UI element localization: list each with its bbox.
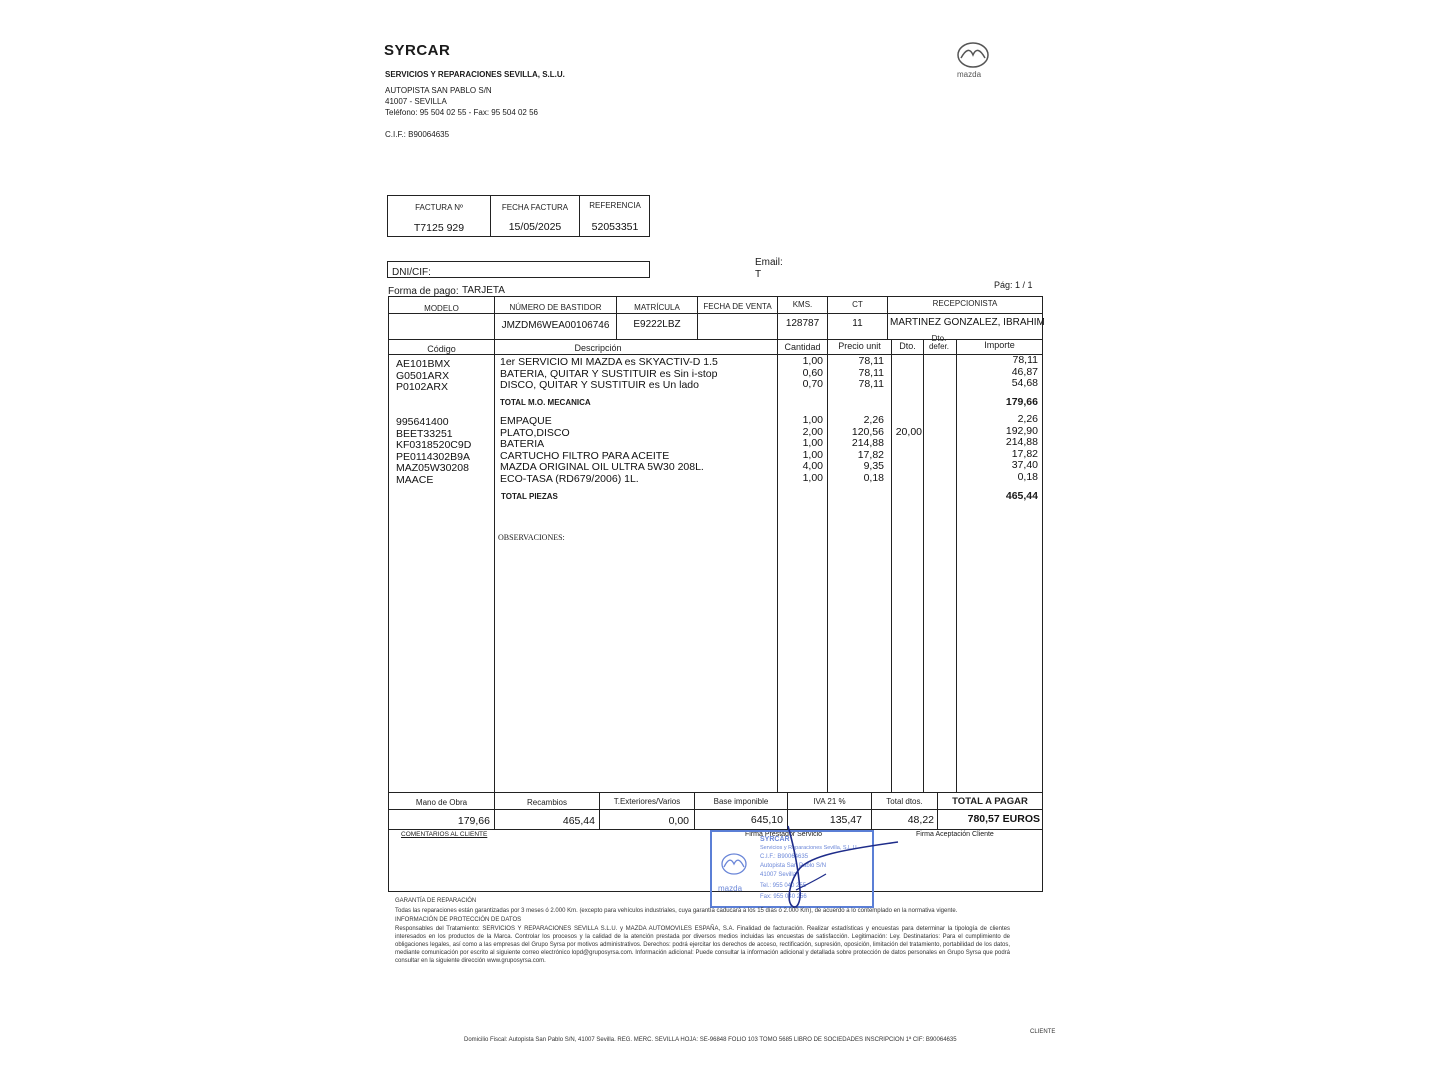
signature-handwritten bbox=[740, 820, 910, 915]
garantia-title: GARANTÍA DE REPARACIÓN bbox=[395, 898, 477, 904]
comentarios-label: COMENTARIOS AL CLIENTE bbox=[401, 831, 488, 838]
totals-iva-value: 135,47 bbox=[829, 814, 862, 826]
vehicle-matricula: E9222LBZ bbox=[633, 319, 681, 330]
labor-descriptions: 1er SERVICIO MI MAZDA es SKYACTIV-D 1.5 BATERIA, QUITAR Y SUSTITUIR es Sin i-stop DISCO, QUITAR Y SUSTITUIR es Un lado bbox=[500, 356, 718, 391]
company-name: SYRCAR bbox=[384, 42, 451, 59]
totals-recambios-label: Recambios bbox=[526, 798, 567, 807]
totals-mano-obra-label: Mano de Obra bbox=[415, 798, 468, 807]
parts-total-value: 465,44 bbox=[1005, 490, 1038, 502]
stamp-brand: mazda bbox=[718, 884, 743, 893]
labor-codes: AE101BMX G0501ARX P0102ARX bbox=[396, 358, 451, 393]
page-number: Pág: 1 / 1 bbox=[994, 280, 1033, 290]
stamp-line6: Tel.: 955 040 255 bbox=[760, 883, 807, 889]
items-header-dto: Dto. bbox=[899, 341, 916, 351]
cliente-label: CLIENTE bbox=[1030, 1029, 1056, 1035]
company-legal-name: SERVICIOS Y REPARACIONES SEVILLA, S.L.U. bbox=[385, 70, 565, 79]
totals-recambios-value: 465,44 bbox=[562, 815, 595, 827]
vehicle-bastidor: JMZDM6WEA00106746 bbox=[501, 320, 610, 331]
dni-label: DNI/CIF: bbox=[392, 267, 431, 278]
stamp-line2: Servicios y Reparaciones Sevilla, S.L.U. bbox=[760, 845, 859, 851]
parts-total-label: TOTAL PIEZAS bbox=[501, 492, 558, 501]
vehicle-kms: 128787 bbox=[785, 318, 820, 329]
vehicle-header-matricula: MATRÍCULA bbox=[634, 303, 680, 312]
vehicle-header-ct: CT bbox=[852, 300, 863, 309]
parts-prices: 2,26 120,56 214,88 17,82 9,35 0,18 bbox=[851, 414, 884, 484]
referencia-value: 52053351 bbox=[591, 221, 639, 233]
totals-base-label: Base imponible bbox=[713, 797, 769, 806]
stamp-line5: 41007 Sevilla bbox=[760, 872, 797, 878]
items-header-descripcion: Descripción bbox=[574, 343, 622, 353]
datos-text: Responsables del Tratamiento: SERVICIOS Y REPARACIONES SEVILLA S.L.U. y MAZDA AUTOMOVILES ESPAÑA, S.A. Finalidad de facturación. Realizar estadísticas y encuestas para determinar la tipología de clientes interesados en los productos de la Marca. Controlar los procesos y la calidad de la atención prestada por diversos medios incluidas las encuestas de satisfacción. Legitimación: Ley. Destinatarios: Para el cumplimiento de obligaciones legales, así como a las empresas del Grupo Syrsa por motivos administrativos. Derechos: podrá ejercitar los derechos de acceso, rectificación, supresión, oposición, limitación del tratamiento, portabilidad de los datos, mediante comunicación por escrito al siguiente correo electrónico lopd@gruposyrsa.com. Información adicional: Puede consultar la información adicional y detallada sobre protección de datos personales en Grupo Syrsa que podrá consultar en la siguiente dirección www.gruposyrsa.com. bbox=[395, 926, 1010, 964]
labor-prices: 78,11 78,11 78,11 bbox=[858, 355, 884, 390]
garantia-text: Todas las reparaciones están garantizadas por 3 meses ó 2.000 Km. (excepto para vehículos industriales, cuya garantía caducará a los 15 días ó 2.000 Km), de acuerdo a lo contemplado en la normativa vigente. bbox=[395, 908, 958, 914]
parts-discounts: 20,00 bbox=[895, 425, 922, 438]
parts-quantities: 1,00 2,00 1,00 1,00 4,00 1,00 bbox=[802, 414, 823, 484]
company-address2: 41007 - SEVILLA bbox=[385, 97, 447, 106]
firma-prestador-label: Firma Prestador Servicio bbox=[745, 831, 823, 838]
company-address1: AUTOPISTA SAN PABLO S/N bbox=[385, 86, 492, 95]
observaciones-label: OBSERVACIONES: bbox=[498, 533, 565, 542]
vehicle-recepcionista: MARTINEZ GONZALEZ, IBRAHIM bbox=[890, 317, 1045, 328]
parts-codes: 995641400 BEET33251 KF0318520C9D PE0114302B9A MAZ05W30208 MAACE bbox=[396, 416, 472, 486]
totals-total-label: TOTAL A PAGAR bbox=[952, 796, 1028, 807]
vehicle-ct: 11 bbox=[852, 318, 863, 329]
vehicle-header-fecha-venta: FECHA DE VENTA bbox=[703, 302, 772, 311]
factura-number: T7125 929 bbox=[413, 222, 465, 234]
stamp-line4: Autopista San Pablo S/N bbox=[760, 863, 827, 869]
vehicle-header-recepcionista: RECEPCIONISTA bbox=[932, 299, 998, 308]
datos-title: INFORMACIÓN DE PROTECCIÓN DE DATOS bbox=[395, 917, 522, 923]
firma-cliente-label: Firma Aceptación Cliente bbox=[916, 831, 994, 838]
referencia-label: REFERENCIA bbox=[589, 201, 641, 210]
email-label: Email: bbox=[755, 257, 783, 268]
fecha-factura: 15/05/2025 bbox=[508, 221, 562, 233]
labor-total-label: TOTAL M.O. MECANICA bbox=[500, 398, 591, 407]
mazda-logo bbox=[952, 40, 994, 82]
company-cif: C.I.F.: B90064635 bbox=[385, 130, 450, 139]
totals-exteriores-label: T.Exteriores/Varios bbox=[613, 797, 681, 806]
items-header-precio: Precio unit bbox=[838, 341, 881, 351]
forma-pago-label: Forma de pago: bbox=[388, 286, 459, 297]
labor-amounts: 78,11 46,87 54,68 bbox=[1011, 354, 1038, 389]
items-header-importe: Importe bbox=[984, 340, 1015, 350]
factura-label: FACTURA Nº bbox=[415, 203, 463, 212]
company-phone-fax: Teléfono: 95 504 02 55 - Fax: 95 504 02 56 bbox=[385, 108, 539, 117]
email-line2: T bbox=[755, 269, 762, 280]
vehicle-header-bastidor: NÚMERO DE BASTIDOR bbox=[509, 303, 602, 312]
fecha-label: FECHA FACTURA bbox=[501, 203, 569, 212]
labor-total-value: 179,66 bbox=[1005, 396, 1038, 408]
totals-dtos-label: Total dtos. bbox=[886, 797, 923, 806]
vehicle-header-kms: KMS. bbox=[792, 300, 813, 309]
items-header-dto-defer: Dto. defer. bbox=[928, 334, 949, 351]
totals-iva-label: IVA 21 % bbox=[813, 797, 846, 806]
totals-dtos-value: 48,22 bbox=[907, 814, 934, 826]
totals-mano-obra-value: 179,66 bbox=[457, 815, 490, 827]
totals-total-value: 780,57 EUROS bbox=[967, 813, 1040, 825]
domicilio-fiscal: Domicilio Fiscal: Autopista San Pablo S/N, 41007 Sevilla. REG. MERC. SEVILLA HOJA: SE-96848 FOLIO 103 TOMO 5685 LIBRO DE SOCIEDADES INSCRIPCION 1ª CIF: B90064635 bbox=[464, 1037, 957, 1043]
parts-amounts: 2,26 192,90 214,88 17,82 37,40 0,18 bbox=[1005, 413, 1038, 483]
items-header-cantidad: Cantidad bbox=[784, 342, 821, 352]
items-header-codigo: Código bbox=[427, 344, 456, 354]
vehicle-header-modelo: MODELO bbox=[424, 304, 459, 313]
labor-quantities: 1,00 0,60 0,70 bbox=[802, 355, 823, 390]
stamp-line1: SYRCAR bbox=[760, 836, 790, 843]
stamp-line7: Fax: 955 040 256 bbox=[760, 894, 807, 900]
mazda-logo-text: mazda bbox=[957, 70, 982, 79]
mazda-logo-icon bbox=[952, 40, 994, 72]
forma-pago-value: TARJETA bbox=[462, 285, 505, 296]
totals-base-value: 645,10 bbox=[750, 814, 783, 826]
totals-exteriores-value: 0,00 bbox=[668, 815, 689, 827]
parts-descriptions: EMPAQUE PLATO,DISCO BATERIA CARTUCHO FILTRO PARA ACEITE MAZDA ORIGINAL OIL ULTRA 5W30 208L. ECO-TASA (RD679/2006) 1L. bbox=[500, 415, 704, 485]
stamp-line3: C.I.F.: B90064635 bbox=[760, 854, 809, 860]
